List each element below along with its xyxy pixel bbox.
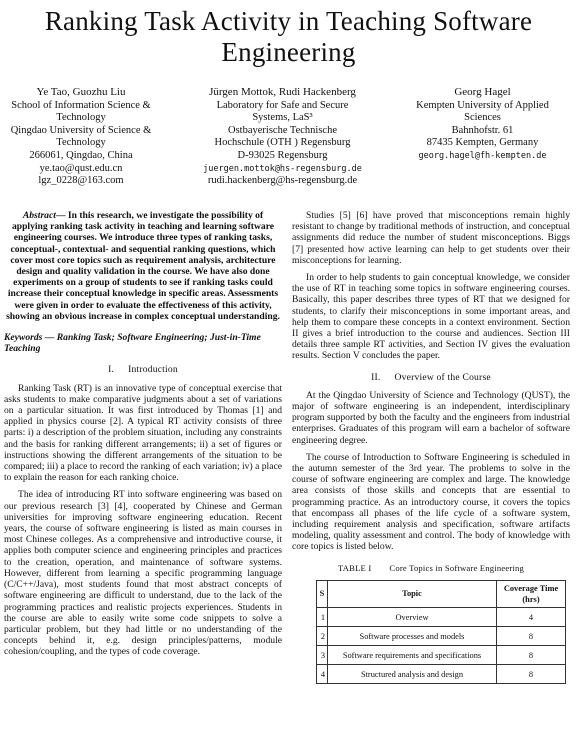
table-cell: 8 <box>497 627 566 646</box>
table-cell: 1 <box>317 608 328 627</box>
table-cell: 3 <box>317 646 328 665</box>
author-email: juergen.mottok@hs-regensburg.de <box>203 163 362 174</box>
left-column <box>4 210 282 664</box>
table-title: Core Topics in Software Engineering <box>389 562 525 573</box>
affiliation-line: Sciences <box>464 112 501 124</box>
affiliation-line: 266061, Qingdao, China <box>29 149 133 161</box>
affiliation-line: School of Information Science & <box>11 99 151 111</box>
section-title: Introduction <box>128 364 178 376</box>
paragraph: In order to help students to gain conceptual knowledge, we consider the use of RT in teaching some topics in software engineering courses. Basically, this paper describes three types of RT that we designed for students, to clarify their misconceptions in some important areas, and help them to compare these concepts in a context environment. Section II gives a brief introduction to the course and audiences. Section III details three sample RT activities, and Section IV gives the evaluation results. Section V concludes the paper. <box>292 272 570 362</box>
author-email: georg.hagel@fh-kempten.de <box>418 150 547 161</box>
table-cell: Software requirements and specifications <box>328 646 497 665</box>
section-number: II. <box>371 371 381 383</box>
affiliation-line: Systems, LaS³ <box>252 112 313 124</box>
author-email: lgz_0228@163.com <box>38 175 124 187</box>
table-cell: 4 <box>317 665 328 684</box>
table-header-row <box>317 580 566 607</box>
affiliation-line: Technology <box>56 112 106 124</box>
section-heading <box>292 372 570 383</box>
keywords: Keywords — Ranking Task; Software Engineering; Just-in-Time Teaching <box>4 332 261 355</box>
table-cell: Overview <box>328 608 497 627</box>
paragraph: Ranking Task (RT) is an innovative type of conceptual exercise that asks students to make comparative judgments about a set of variations on a particular situation. It was first introduced by Thomas [1] and applied in physics course [2]. A typical RT activity consists of three parts: i) a description of the problem situation, including any constraints and the basis for ranking different arrangements; ii) a set of figures or instructions showing the different arrangements of the situation to be compared; iii) a place to record the ranking of each variation; iv) a place to explain the reason for each ranking choice. <box>4 382 282 484</box>
section-title: Overview of the Course <box>394 371 491 383</box>
abstract-body: — In this research, we investigate the possibility of applying ranking task activity in teaching and learning software engineering courses. We introduce three types of ranking tasks, conceptual-, contextual- and sequential ranking questions, which cover most core topics such as requirement analysis, architecture design and quality validation in the course. We have also done experiments on a group of students to see if ranking tasks could increase their conceptual knowledge in specific areas. Assessments were given in order to evaluate the effectiveness of this activity, showing an obvious increase in complex conceptual understanding. <box>6 210 280 322</box>
section-heading <box>4 364 282 375</box>
table-caption <box>292 563 570 574</box>
affiliation-line: Ostbayerische Technische <box>228 124 337 136</box>
paragraph: The idea of introducing RT into software engineering was based on our previous research [3] [4], cooperated by Chinese and German universities for improving software engineering education. Recent years, the course of software engineering is listed as main courses in most Chinese colleges. As a comprehensive and introductive course, it applies both computer science and engineering principles and practices to the creation, operation, and maintenance of software systems. However, different from learning a specific programming language (C/C++/Java), most students found that most abstract concepts of software engineering are difficult to understand, due to the lack of the programming practices and realistic projects experiences. Students in the course are able to easily write some code snippets to solve a particular problem, but they had little or no understanding of the concepts behind it, e.g. design principles/patterns, module cohesion/coupling, and the types of code coverage. <box>4 489 282 658</box>
author-affiliation-2 <box>195 86 370 188</box>
author-email: rudi.hackenberg@hs-regensburg.de <box>207 175 358 187</box>
affiliation-line: Kempten University of Applied <box>416 99 549 111</box>
affiliation-line: Technology <box>56 137 106 149</box>
affiliation-line: D-93025 Regensburg <box>237 149 328 161</box>
paragraph: Studies [5] [6] have proved that misconceptions remain highly resistant to change by traditional methods of instruction, and conceptual assignments did reduce the number of student misconceptions. Biggs [7] presented how active learning can help to get students over their misconceptions for learning. <box>292 210 570 266</box>
paragraph: The course of Introduction to Software Engineering is scheduled in the autumn semester of the 3rd year. The problems to solve in the course of software engineering are complex and large. The knowledge area consists of those skills and concepts that are essential to programming practice. As an introductory course, it covers the topics that encompass all phases of the life cycle of a software system, including requirement analysis and specification, software artifacts modeling, quality assessment and control. The body of knowledge with core topics is listed below. <box>292 451 570 553</box>
header-cell: Topic <box>328 580 497 607</box>
author-names: Jürgen Mottok, Rudi Hackenberg <box>209 86 356 98</box>
header-cell: Coverage Time (hrs) <box>497 580 566 607</box>
author-affiliation-3 <box>405 86 560 163</box>
affiliation-line: Qingdao University of Science & <box>10 124 152 136</box>
table-cell: 8 <box>497 646 566 665</box>
paper-title: Ranking Task Activity in Teaching Software Engineering <box>44 6 533 67</box>
affiliation-line: 87435 Kempten, Germany <box>426 137 539 149</box>
table-cell: 4 <box>497 608 566 627</box>
header-cell: S <box>317 580 328 607</box>
table-cell: 8 <box>497 665 566 684</box>
author-affiliation-1 <box>6 86 156 188</box>
right-column <box>292 210 570 684</box>
table-row <box>317 646 566 665</box>
affiliation-line: Laboratory for Safe and Secure <box>216 99 349 111</box>
table-cell: Structured analysis and design <box>328 665 497 684</box>
author-names: Ye Tao, Guozhu Liu <box>36 86 126 98</box>
section-number: I. <box>108 364 115 376</box>
table-row <box>317 627 566 646</box>
table-row <box>317 665 566 684</box>
affiliation-line: Hochschule (OTH ) Regensburg <box>214 137 351 149</box>
table-cell: Software processes and models <box>328 627 497 646</box>
table-number: TABLE I <box>337 562 372 573</box>
core-topics-table <box>316 580 566 684</box>
abstract <box>4 210 282 322</box>
affiliation-line: Bahnhofstr. 61 <box>451 124 514 136</box>
author-email: ye.tao@qust.edu.cn <box>39 162 123 174</box>
table-cell: 2 <box>317 627 328 646</box>
paragraph: At the Qingdao University of Science and Technology (QUST), the major of software engineering is an independent, interdisciplinary program supported by both the faculty and the engineers from industrial enterprises. Graduates of this program will earn a bachelor of software engineering degree. <box>292 389 570 446</box>
author-names: Georg Hagel <box>454 86 511 98</box>
abstract-lead: Abstract <box>22 210 56 221</box>
table-row <box>317 608 566 627</box>
